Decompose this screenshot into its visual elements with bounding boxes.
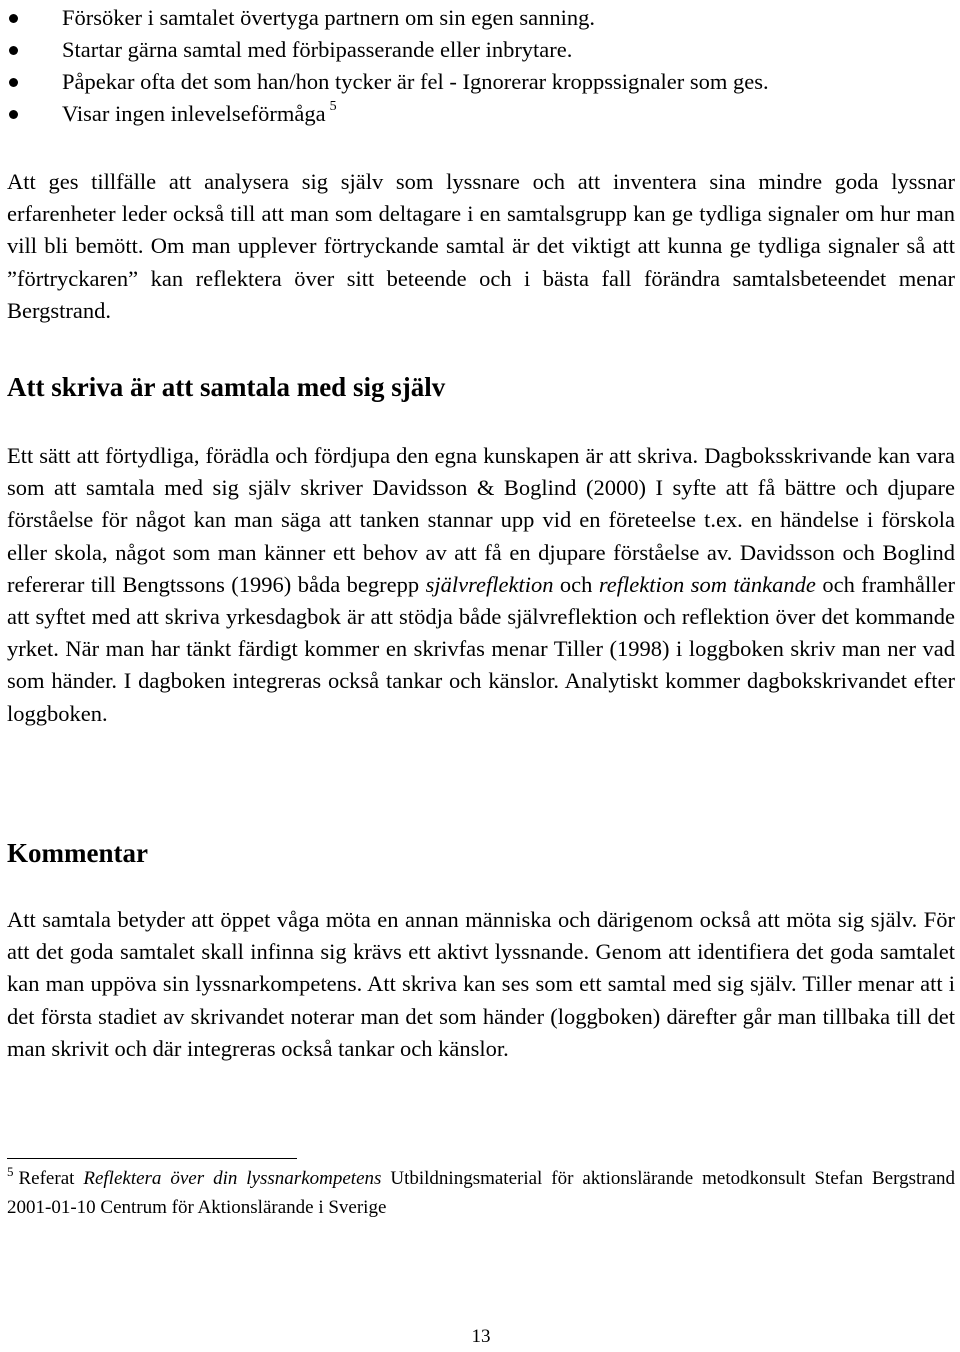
footnote-reference[interactable]: 5	[329, 99, 337, 114]
footnote-text: Referat	[18, 1168, 84, 1189]
bullet-text: Startar gärna samtal med förbipasserande eller inbrytare.	[62, 37, 573, 62]
paragraph-comment: Att samtala betyder att öppet våga möta en annan människa och därigenom också att möta sig själv. För att det goda samtalet skall infinna sig krävs ett aktivt lyssnande. Genom att identifiera det goda samtalet kan man uppöva sin lyssnarkompetens. Att skriva kan ses som ett samtal med sig själv. Tiller menar att i det första stadiet av skrivandet noterar man det som händer (loggboken) därefter går man tillbaka till det man skrivit och där integreras också tankar och känslor.	[7, 907, 955, 1061]
paragraph-listening: Att ges tillfälle att analysera sig själv som lyssnare och att inventera sina mindre goda lyssnar erfarenheter leder också till att man som deltagare i en samtalsgrupp kan ge tydliga signaler om hur man vill bli bemött. Om man upplever förtryckande samtal är det viktigt att kunna ge tydliga signaler så att ”förtryckaren” kan reflektera över sitt beteende och i bästa fall förändra samtalsbeteendet menar Bergstrand.	[7, 169, 955, 323]
footnote-title: Reflektera över din lyssnarkompetens	[83, 1168, 382, 1189]
page-number: 13	[471, 1326, 491, 1347]
bullet-list	[7, 2, 955, 130]
section-heading-writing: Att skriva är att samtala med sig själv	[7, 372, 446, 402]
paragraph-writing-text: och framhåller att syftet med att skriva yrkesdagbok är att stödja både självreflektion och reflektion över det kommande yrket. När man har tänkt färdigt kommer en skrivfas menar Tiller (1998) i loggboken skriv man ner vad som händer. I dagboken integreras också tankar och känslor. Analytiskt kommer dagbokskrivandet efter loggboken.	[7, 571, 955, 726]
bullet-item	[7, 98, 955, 130]
bullet-text: Visar ingen inlevelseförmåga	[62, 101, 326, 126]
footnote-mark: 5	[7, 1164, 14, 1179]
section-heading-comment: Kommentar	[7, 838, 148, 868]
footnote-divider	[7, 1158, 297, 1159]
bullet-dot-icon	[9, 78, 18, 87]
footnote-text: Utbildningsmaterial för aktionslärande metodkonsult Stefan Bergstrand 2001-01-10 Centrum för Aktionslärande i Sverige	[7, 1168, 956, 1218]
bullet-dot-icon	[9, 46, 18, 55]
paragraph-writing-text: Ett sätt att förtydliga, förädla och fördjupa den egna kunskapen är att skriva. Dagboksskrivande kan vara som att samtala med sig själv skriver Davidsson & Boglind (2000) I syfte att få bättre och djupare förståelse för något kan man säga att tanken stannar upp vid en företeelse t.ex. en händelse i förskola eller skola, något som man känner ett behov av att få en djupare förståelse av. Davidsson och Boglind refererar till Bengtssons (1996) båda begrepp	[7, 443, 955, 597]
bullet-item	[7, 2, 955, 34]
bullet-dot-icon	[9, 14, 18, 23]
bullet-item	[7, 66, 955, 98]
paragraph-writing-text: och	[553, 571, 599, 597]
bullet-text: Påpekar ofta det som han/hon tycker är fel - Ignorerar kroppssignaler som ges.	[62, 69, 769, 94]
term-reflection-as-thinking: reflektion som tänkande	[598, 571, 816, 597]
footnote	[7, 1165, 955, 1222]
paragraph-writing	[7, 440, 955, 730]
bullet-item	[7, 34, 955, 66]
bullet-text: Försöker i samtalet övertyga partnern om sin egen sanning.	[62, 5, 595, 30]
term-self-reflection: självreflektion	[425, 571, 554, 597]
bullet-dot-icon	[9, 110, 18, 119]
